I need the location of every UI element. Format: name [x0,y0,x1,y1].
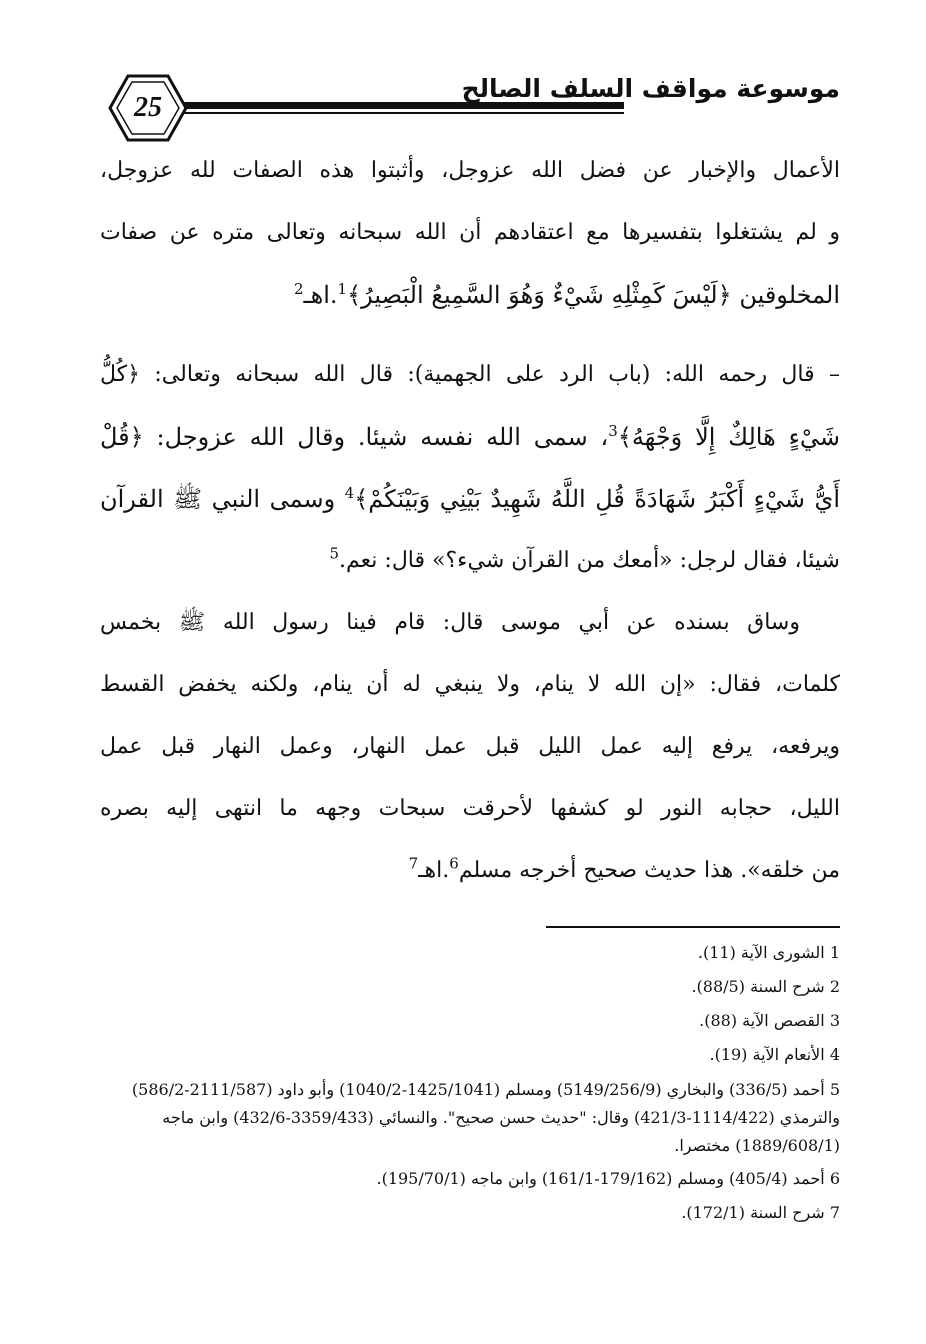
footnote [100,970,840,1004]
page-number: 25 [134,92,162,123]
text-line: – قال رحمه الله: (باب الرد على الجهمية): قال الله سبحانه وتعالى: ﴿كُلُّ [100,362,840,387]
footnote-number: 7 [829,1203,840,1222]
text-line: الأعمال والإخبار عن فضل الله عزوجل، وأثبتوا هذه الصفات لله عزوجل، [100,158,840,183]
footnote-text: أحمد (405/4) ومسلم (179/162-161/1) وابن ماجه (195/70/1). [376,1169,825,1188]
footnote-number: 6 [829,1169,840,1188]
footnote [100,1162,840,1196]
footnote-text: شرح السنة (88/5). [691,977,825,996]
text-segment: .اهـ [303,281,338,309]
text-line: وساق بسنده عن أبي موسى قال: قام فينا رسول الله ﷺ بخمس [100,610,800,635]
text-line: و لم يشتغلوا بتفسيرها مع اعتقادهم أن الله سبحانه وتعالى متره عن صفات [100,220,840,245]
footnote [100,1038,840,1072]
text-line [100,264,840,326]
quran-verse: المخلوقين ﴿لَيْسَ كَمِثْلِهِ شَيْءٌ وَهُوَ السَّمِيعُ الْبَصِيرُ﴾ [347,281,840,309]
footnote-text: شرح السنة (172/1). [681,1203,825,1222]
footnote-number: 1 [829,943,840,962]
text-line: الليل، حجابه النور لو كشفها لأحرقت سبحات وجهه ما انتهى إليه بصره [100,796,840,821]
text-segment: شيئا، فقال لرجل: «أمعك من القرآن شيء؟» قال: نعم. [339,548,840,573]
footnote-number: 2 [829,977,840,996]
page-header [100,68,840,148]
header-rule [184,102,624,109]
text-line [100,468,840,530]
footnote-number: 3 [829,1011,840,1030]
footnote-ref: 6 [449,854,459,873]
text-line [100,840,840,902]
footnote-number: 4 [829,1045,840,1064]
series-title: موسوعة مواقف السلف الصالح [461,74,840,103]
footnote-ref: 4 [344,484,355,502]
footnote [100,1072,840,1162]
text-line: كلمات، فقال: «إن الله لا ينام، ولا ينبغي له أن ينام، ولكنه يخفض القسط [100,672,840,697]
footnote [100,1196,840,1230]
footnote-ref: 1 [337,280,348,298]
header-rule-thin [184,112,624,114]
text-line [100,406,840,468]
footnotes [100,936,840,1230]
main-text [100,140,840,902]
text-segment: من خلقه». هذا حديث صحيح أخرجه مسلم [458,858,840,883]
footnote [100,936,840,970]
footnote-number: 5 [829,1080,840,1099]
footnote-ref: 5 [329,544,340,563]
footnote-text: الشورى الآية (11). [697,943,825,962]
text-segment: وسمى النبي ﷺ القرآن [100,485,336,513]
text-line: ويرفعه، يرفع إليه عمل الليل قبل عمل النهار، وعمل النهار قبل عمل [100,734,840,759]
footnote-ref: 3 [608,422,618,440]
footnote-separator [546,926,840,928]
text-line [100,530,840,592]
quran-verse: أَيُّ شَيْءٍ أَكْبَرُ شَهَادَةً قُلِ اللَّهُ شَهِيدٌ بَيْنِي وَبَيْنَكُمْ﴾ [354,485,840,513]
footnote-text: الأنعام الآية (19). [709,1045,825,1064]
footnote-text: القصص الآية (88). [699,1011,825,1030]
footnote-ref: 2 [293,280,304,298]
footnote-text: أحمد (336/5) والبخاري (5149/256/9) ومسلم (1425/1041-1040/2) وأبو داود (2111/587-586/2) والترمذي (1114/422-421/3) وقال: "حديث حسن صحيح". والنسائي (3359/433-432/6) وابن ماجه (1889/608/1) مختصرا. [131,1080,840,1155]
footnote-ref: 7 [408,854,419,873]
quran-verse: شَيْءٍ هَالِكٌ إِلَّا وَجْهَهُ﴾ [617,423,840,451]
footnote [100,1004,840,1038]
page-number-badge [108,74,188,142]
text-segment: ، سمى الله نفسه شيئا. وقال الله عزوجل: ﴿قُلْ [100,423,609,451]
text-segment: .اهـ [418,858,450,883]
